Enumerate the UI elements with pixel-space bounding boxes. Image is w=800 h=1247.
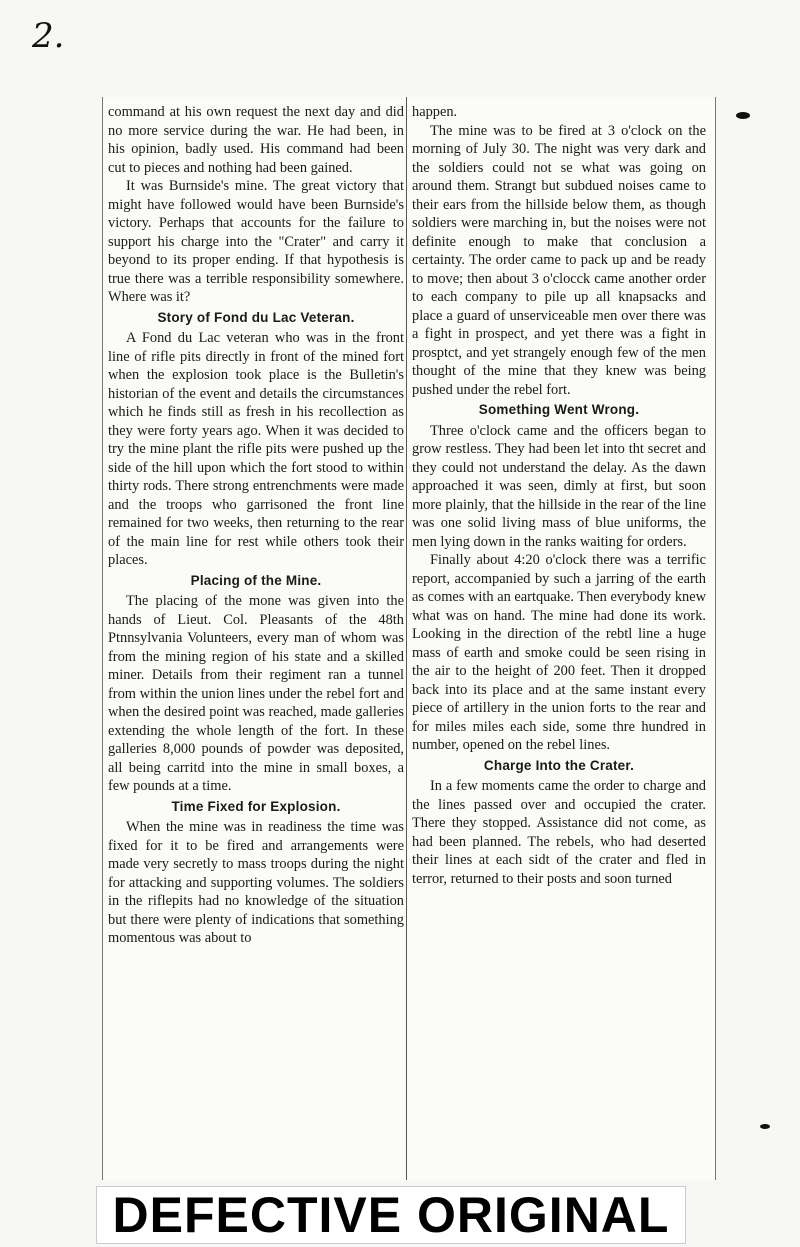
paragraph: Three o'clock came and the officers began to grow restless. They had been let into tht secret and they could not understand the delay. As the dawn approached it was seen, dimly at first, but soon more plainly, that the hillside in the rear of the line was one solid living mass of blue uniforms, the men lying down in the ranks waiting for orders. [412,422,706,550]
paragraph: It was Burnside's mine. The great victory that might have followed would have been Burnside's victory. Perhaps that accounts for the failure to support his charge into the "Crater" and carry it beyond to its proper ending. If that hypothesis is true there was a terrible responsibility somewhere. Where was it? [108,178,404,305]
paragraph: happen. [412,104,458,120]
defective-original-stamp: DEFECTIVE ORIGINAL [96,1186,686,1244]
paragraph: A Fond du Lac veteran who was in the front line of rifle pits directly in front of the mined fort when the explosion took place is the Bulletin's historian of the event and details the circumstances which he finds still as fresh in his recollection as they were forty years ago. When it was decided to try the mine plant the rifle pits were pushed up the side of the hill upon which the fort stood to within thirty rods. There strong entrenchments were made and the troops who garrisoned the front line remained for two weeks, then returning to the rear of the main line for rest while others took their places. [108,330,404,568]
paragraph: The mine was to be fired at 3 o'clock on the morning of July 30. The night was very dark and the soldiers could not se what was going on around them. Strangt but subdued noises came to their ears from the hillside below them, as though soldiers were marching in, but the noises were not definite enough to make that conclusion a certainty. The order came to pack up and be ready to move; then about 3 o'clocck came another order to each company to pile up all knapsacks and place a guard of unserviceable men over there was a fight in prospect, and yet there was a fight in prosptct, and yet strangely enough few of the men thought of the mine that they knew was being pushed under the rebel fort. [412,122,706,398]
page-number: 2. [32,16,65,56]
article-column-left [108,103,404,1178]
section-heading: Placing of the Mine. [190,572,322,588]
section-heading: Time Fixed for Explosion. [171,798,341,814]
paragraph: command at his own request the next day and did no more service during the war. He had been, in his opinion, badly used. His command had been cut to pieces and nothing had been gained. [108,104,404,176]
section-heading: Something Went Wrong. [478,402,640,417]
ink-smudge [760,1124,770,1129]
section-heading: Story of Fond du Lac Veteran. [157,309,355,325]
article-column-right [412,103,706,1178]
paragraph: In a few moments came the order to charge and the lines passed over and occupied the crater. There they stopped. Assistance did not come, as had been planned. The rebels, who had deserted their lines at each sidt of the crater and fled in terror, returned to their posts and soon turned [412,778,706,887]
ink-smudge [736,112,750,119]
paragraph: When the mine was in readiness the time was fixed for it to be fired and arrangements were made very secretly to mass troops during the night for attacking and supporting volumes. The soldiers in the riflepits had no knowledge of the situation but there were plenty of indications that something momentous was about to [108,819,404,946]
paragraph: The placing of the mone was given into the hands of Lieut. Col. Pleasants of the 48th Ptnnsylvania Volunteers, every man of whom was from the mining region of his state and a skilled miner. Details from their regiment ran a tunnel from within the union lines under the rebel fort and when the desired point was reached, made galleries extending the whole length of the fort. In these galleries 8,000 pounds of powder was deposited, all being carritd into the mine in small boxes, a few pounds at a time. [108,593,404,794]
paragraph: Finally about 4:20 o'clock there was a terrific report, accompanied by such a jarring of the earth as comes with an eartquake. Then everybody knew what was on hand. The mine had done its work. Looking in the direction of the rebtl line a huge mass of earth and smoke could be seen rising in the air to the height of 200 feet. Then it dropped back into its place and at the same instant every piece of artillery in the union forts to the rear and for miles miles each side, some thre hundred in number, opened on the rebel lines. [412,552,706,753]
section-heading: Charge Into the Crater. [483,757,635,773]
column-rule [406,97,407,1180]
